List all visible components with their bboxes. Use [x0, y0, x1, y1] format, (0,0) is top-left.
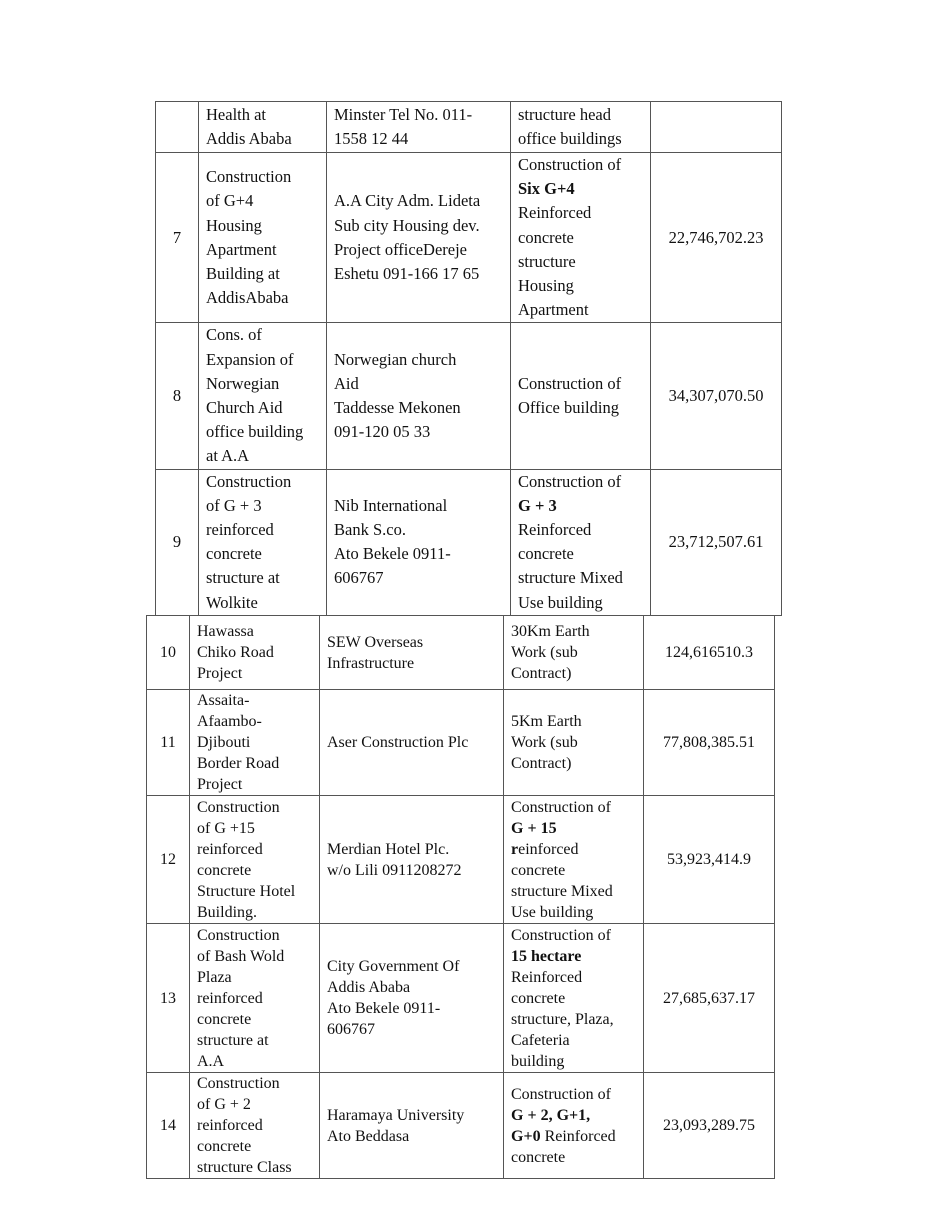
client-line: Project officeDereje [334, 239, 467, 259]
scope-line [511, 881, 636, 902]
scope-line-text: Construction of [518, 471, 622, 491]
scope-line-text: structure [518, 251, 576, 271]
scope-line [518, 591, 643, 615]
project-row [147, 796, 775, 924]
scope-line [511, 711, 636, 732]
scope-line-bold: G + 15 [511, 819, 557, 837]
scope-line [511, 1084, 636, 1105]
scope-line [518, 470, 643, 494]
project-line: Border Road [197, 755, 280, 772]
project-name-cell [190, 1073, 320, 1179]
client-line: Haramaya University [327, 1106, 465, 1124]
project-row [147, 1073, 775, 1179]
project-table-bottom [146, 615, 775, 1179]
row-number-cell: 10 [147, 616, 190, 690]
scope-line-text: structure head [518, 104, 611, 124]
scope-line-text: Contract) [511, 665, 572, 682]
scope-line [518, 396, 643, 420]
project-line: Expansion of [206, 349, 294, 369]
scope-line [518, 298, 643, 322]
project-line: A.A [197, 1052, 225, 1070]
project-line: Housing [206, 215, 262, 235]
project-line: Assaita- [197, 692, 250, 709]
project-row [156, 323, 782, 469]
client-line: 606767 [327, 1021, 375, 1038]
scope-line [511, 860, 636, 881]
project-line: structure at [206, 568, 280, 588]
scope-cell [504, 690, 644, 796]
contract-amount-cell [651, 102, 782, 153]
project-line: Djibouti [197, 734, 251, 751]
client-line: Norwegian church [334, 349, 457, 369]
scope-line [511, 946, 636, 967]
scope-line [518, 226, 643, 250]
scope-line [511, 1147, 636, 1168]
scope-line-text: Construction of [511, 798, 611, 816]
client-line: Minster Tel No. 011- [334, 104, 473, 124]
project-name-cell [190, 690, 320, 796]
project-row [147, 690, 775, 796]
project-name-cell [199, 469, 327, 615]
scope-line-text: concrete [518, 227, 574, 247]
project-line: Church Aid [206, 398, 283, 418]
client-line: 606767 [334, 568, 384, 588]
scope-line [511, 732, 636, 753]
project-line: Construction [197, 926, 280, 944]
project-line: of G + 2 [197, 1096, 251, 1113]
row-number-cell: 11 [147, 690, 190, 796]
project-line: of G +15 [197, 819, 255, 837]
project-line: of G + 3 [206, 495, 262, 515]
scope-line [511, 925, 636, 946]
scope-line-text: concrete [511, 861, 566, 879]
project-line: Health at [206, 104, 267, 124]
scope-cell [504, 796, 644, 924]
client-line: Aser Construction Plc [327, 734, 469, 751]
scope-line-text: Housing [518, 276, 574, 296]
scope-line-text: einforced [518, 840, 579, 858]
project-name-cell [190, 924, 320, 1073]
scope-line-text: Reinforced [540, 1127, 616, 1145]
project-line: concrete [197, 1010, 252, 1028]
project-line: Apartment [206, 239, 277, 259]
scope-line [511, 1009, 636, 1030]
project-line: reinforced [206, 520, 274, 540]
client-line: Nib International [334, 495, 448, 515]
scope-line [511, 621, 636, 642]
scope-line-text: 5Km Earth [511, 713, 582, 730]
scope-line-text: concrete [518, 544, 574, 564]
scope-line [518, 153, 643, 177]
row-number-cell: 8 [156, 323, 199, 469]
scope-cell [511, 469, 651, 615]
scope-line-text: Construction of [518, 373, 622, 393]
scope-line [518, 566, 643, 590]
project-name-cell [190, 616, 320, 690]
project-line: structure at [197, 1031, 269, 1049]
client-line: Taddesse Mekonen [334, 398, 461, 418]
client-line: City Government Of [327, 958, 460, 975]
scope-line [511, 839, 636, 860]
project-line: Building at [206, 263, 280, 283]
contract-amount-cell: 23,093,289.75 [644, 1073, 775, 1179]
client-line: A.A City Adm. Lideta [334, 191, 481, 211]
scope-line [511, 753, 636, 774]
project-row [147, 616, 775, 690]
project-line: Wolkite [206, 592, 258, 612]
project-line: concrete [197, 1138, 252, 1155]
contract-amount-cell: 23,712,507.61 [651, 469, 782, 615]
project-line: Project [197, 776, 243, 793]
project-line: of G+4 [206, 191, 254, 211]
project-line: reinforced [197, 1117, 263, 1134]
scope-line-text: Construction of [511, 1085, 611, 1103]
project-name-cell [199, 153, 327, 323]
project-line: Construction [206, 471, 292, 491]
project-row [156, 469, 782, 615]
contract-amount-cell: 27,685,637.17 [644, 924, 775, 1073]
scope-cell [504, 616, 644, 690]
scope-line [518, 372, 643, 396]
project-line: Cons. of [206, 325, 262, 345]
scope-line-text: Contract) [511, 755, 572, 772]
scope-line-text: Work (sub [511, 734, 578, 751]
client-cell [327, 153, 511, 323]
project-line: at A.A [206, 446, 250, 466]
scope-line [511, 1105, 636, 1126]
scope-line-text: Construction of [518, 155, 622, 174]
project-line: Plaza [197, 968, 232, 986]
project-line: Construction [206, 167, 292, 187]
scope-line-bold: G + 2, G+1, [511, 1106, 591, 1124]
scope-line-text: Work (sub [511, 644, 578, 661]
project-name-cell [199, 102, 327, 153]
project-line: concrete [197, 861, 252, 879]
row-number-cell: 14 [147, 1073, 190, 1179]
scope-cell [511, 323, 651, 469]
project-line: Chiko Road [197, 644, 274, 661]
project-line: Addis Ababa [206, 129, 292, 148]
client-line: SEW Overseas [327, 633, 424, 651]
scope-line [511, 797, 636, 818]
scope-cell [511, 102, 651, 153]
scope-cell [504, 924, 644, 1073]
contract-amount-cell: 22,746,702.23 [651, 153, 782, 323]
project-row [156, 153, 782, 323]
project-line: Norwegian [206, 373, 280, 393]
client-line: Sub city Housing dev. [334, 215, 480, 235]
scope-line [511, 642, 636, 663]
client-line: 1558 12 44 [334, 129, 409, 148]
scope-line-text: Apartment [518, 300, 589, 320]
scope-line-bold: G+0 [511, 1127, 541, 1145]
scope-line-text: Use building [511, 903, 594, 921]
scope-line-text: structure Mixed [518, 568, 623, 588]
project-line: Construction [197, 1075, 280, 1092]
row-number-cell: 13 [147, 924, 190, 1073]
scope-line-text: 30Km Earth [511, 623, 590, 640]
scope-line [518, 177, 643, 201]
client-cell [320, 690, 504, 796]
client-line: Ato Bekele 0911- [327, 1000, 441, 1017]
scope-line [518, 274, 643, 298]
scope-line-text: Office building [518, 398, 619, 418]
scope-line [518, 103, 643, 127]
scope-line-text: Reinforced [518, 520, 592, 540]
scope-line-text: Construction of [511, 926, 611, 944]
project-line: Structure Hotel [197, 882, 296, 900]
scope-line [511, 988, 636, 1009]
contract-amount-cell: 34,307,070.50 [651, 323, 782, 469]
row-number-cell: 9 [156, 469, 199, 615]
scope-line-bold: G + 3 [518, 495, 557, 515]
contract-amount-cell: 124,616510.3 [644, 616, 775, 690]
scope-line-text: Use building [518, 592, 603, 612]
scope-line-bold: Six G+4 [518, 179, 575, 199]
scope-line-text: office buildings [518, 129, 622, 148]
scope-line [511, 967, 636, 988]
scope-line [511, 663, 636, 684]
client-cell [327, 102, 511, 153]
project-line: reinforced [197, 840, 263, 858]
client-line: w/o Lili 0911208272 [327, 861, 462, 879]
client-line: 091-120 05 33 [334, 422, 431, 442]
project-table-top-body [156, 102, 782, 616]
client-cell [320, 616, 504, 690]
scope-line [511, 1126, 636, 1147]
project-line: Afaambo- [197, 713, 262, 730]
client-line: Ato Beddasa [327, 1127, 410, 1145]
row-number-cell [156, 102, 199, 153]
project-line: Building. [197, 903, 258, 921]
project-line: Hawassa [197, 623, 254, 640]
client-line: Aid [334, 373, 359, 393]
client-line: Infrastructure [327, 654, 415, 672]
client-cell [320, 1073, 504, 1179]
scope-line-bold: 15 hectare [511, 947, 582, 965]
row-number-cell: 12 [147, 796, 190, 924]
scope-line-text: structure Mixed [511, 882, 613, 900]
scope-line-bold: r [511, 840, 519, 858]
scope-line-text: building [511, 1052, 565, 1070]
project-row [147, 924, 775, 1073]
project-line: AddisAbaba [206, 288, 289, 308]
client-line: Merdian Hotel Plc. [327, 840, 450, 858]
scope-line-text: structure, Plaza, [511, 1010, 614, 1028]
contract-amount-cell: 77,808,385.51 [644, 690, 775, 796]
scope-line-text: Reinforced [511, 968, 583, 986]
row-number-cell: 7 [156, 153, 199, 323]
scope-line [511, 1030, 636, 1051]
contract-amount-cell: 53,923,414.9 [644, 796, 775, 924]
scope-line-text: concrete [511, 989, 566, 1007]
client-line: Bank S.co. [334, 520, 406, 540]
client-cell [320, 796, 504, 924]
client-line: Ato Bekele 0911- [334, 544, 451, 564]
scope-line-text: Cafeteria [511, 1031, 570, 1049]
project-line: office building [206, 422, 304, 442]
project-table-bottom-body [147, 616, 775, 1179]
client-line: Addis Ababa [327, 979, 411, 996]
project-name-cell [190, 796, 320, 924]
scope-line [518, 250, 643, 274]
scope-cell [504, 1073, 644, 1179]
scope-line [511, 818, 636, 839]
project-line: of Bash Wold [197, 947, 285, 965]
scope-line [511, 902, 636, 923]
project-name-cell [199, 323, 327, 469]
scope-line [518, 127, 643, 151]
client-cell [327, 469, 511, 615]
client-cell [320, 924, 504, 1073]
project-line: Construction [197, 798, 280, 816]
scope-line [511, 1051, 636, 1072]
project-table-top [155, 101, 782, 616]
project-row [156, 102, 782, 153]
scope-line [518, 542, 643, 566]
scope-line-text: Reinforced [518, 203, 592, 223]
project-line: structure Class [197, 1159, 292, 1176]
scope-line-text: concrete [511, 1148, 566, 1166]
scope-line [518, 518, 643, 542]
scope-line [518, 201, 643, 225]
client-line: Eshetu 091-166 17 65 [334, 263, 480, 283]
project-line: Project [197, 665, 243, 682]
project-line: reinforced [197, 989, 263, 1007]
scope-cell [511, 153, 651, 323]
project-line: concrete [206, 544, 262, 564]
client-cell [327, 323, 511, 469]
scope-line [518, 494, 643, 518]
